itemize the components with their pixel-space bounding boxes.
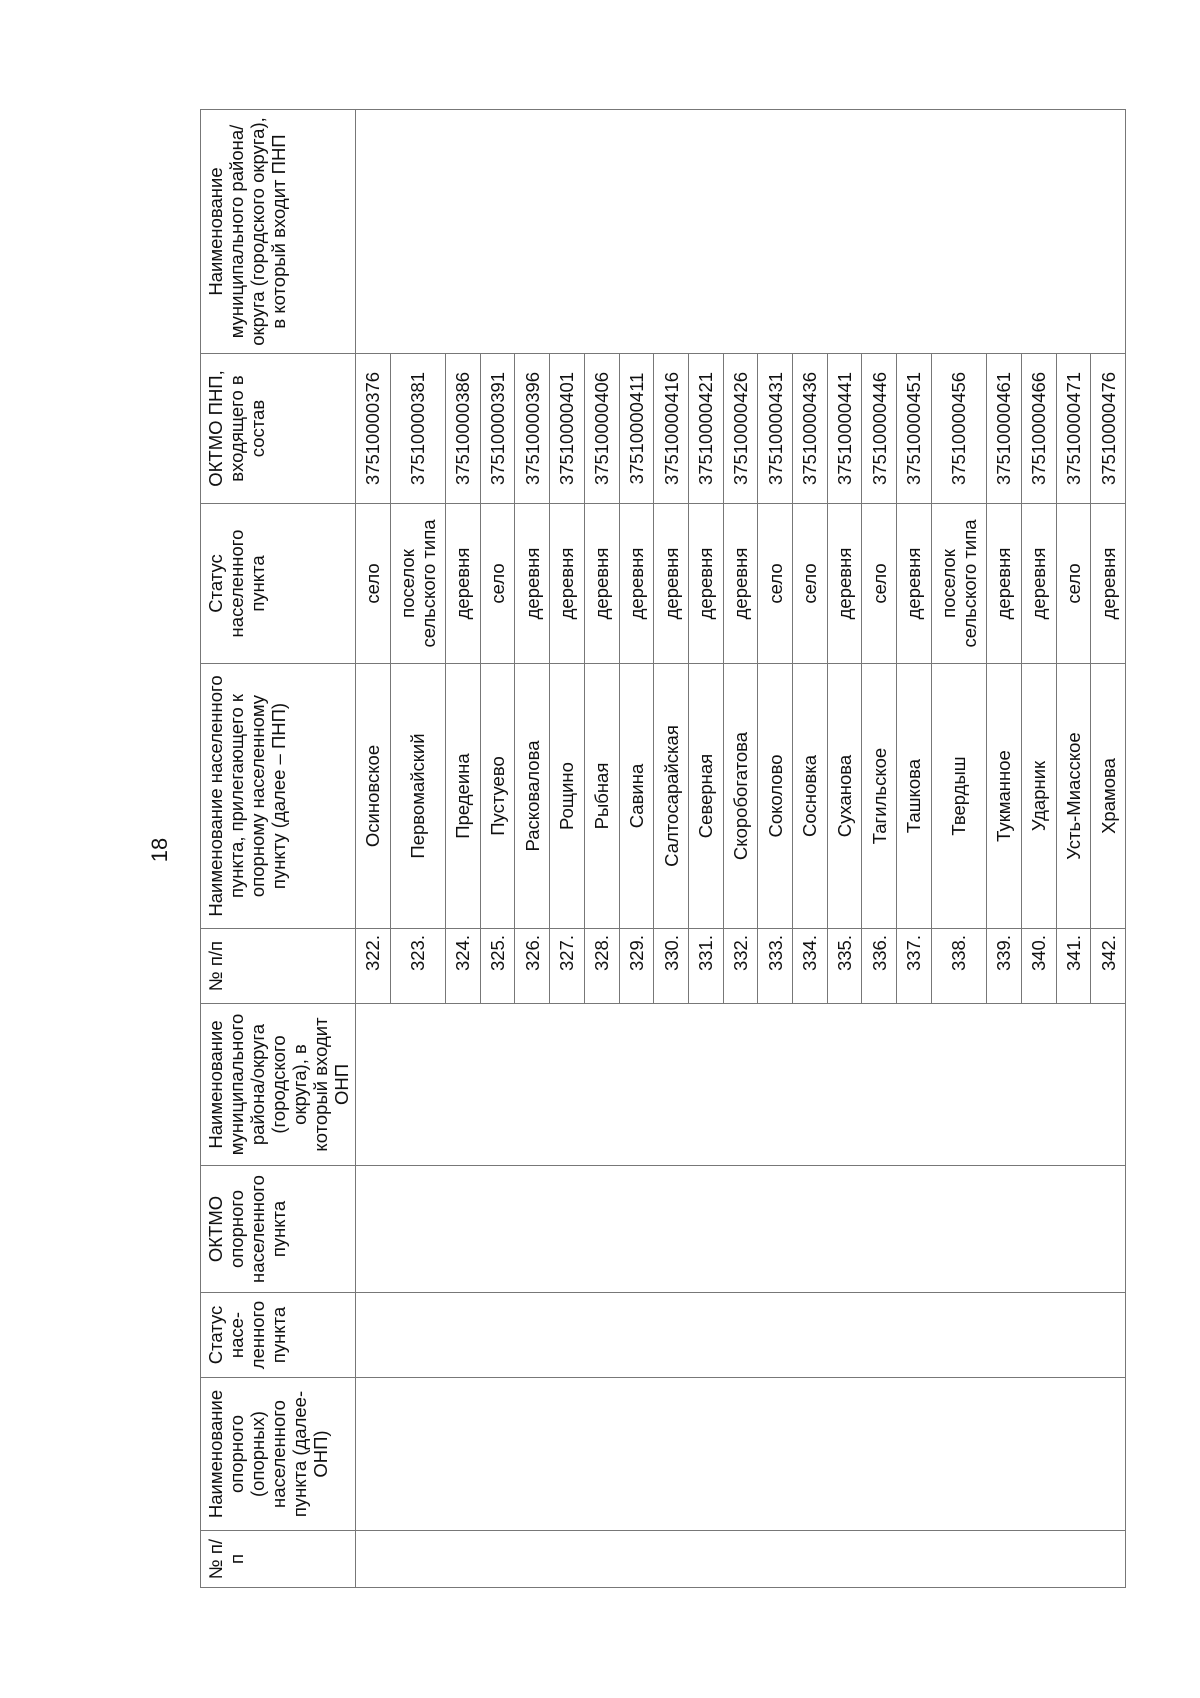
pnp-oktmo-cell: 37510000391 (480, 354, 515, 504)
onp-num-cell (897, 1531, 932, 1588)
onp-oktmo-cell (619, 1166, 654, 1293)
onp-status-cell (515, 1293, 550, 1378)
pnp-name-cell: Салтосарайская (654, 664, 689, 929)
pnp-num-cell: 338. (931, 929, 986, 1004)
onp-status-cell (550, 1293, 585, 1378)
onp-district-cell (931, 1004, 986, 1166)
pnp-name-cell: Предеина (446, 664, 481, 929)
header-pnp-num: № п/п (201, 929, 356, 1004)
onp-district-cell (1056, 1004, 1091, 1166)
pnp-name-cell: Тагильское (862, 664, 897, 929)
onp-district-cell (515, 1004, 550, 1166)
header-pnp-name: Наименование населенного пункта, прилегающего к опорному населенному пункту (далее – ПНП) (201, 664, 356, 929)
onp-district-cell (584, 1004, 619, 1166)
onp-name-cell (862, 1378, 897, 1531)
table-row (446, 110, 481, 1588)
pnp-name-cell: Сосновка (793, 664, 828, 929)
pnp-district-cell (827, 110, 862, 354)
pnp-oktmo-cell: 37510000406 (584, 354, 619, 504)
pnp-district-cell (515, 110, 550, 354)
table-row (515, 110, 550, 1588)
onp-oktmo-cell (862, 1166, 897, 1293)
table-row (480, 110, 515, 1588)
table-row (584, 110, 619, 1588)
onp-district-cell (1021, 1004, 1056, 1166)
pnp-oktmo-cell: 37510000426 (723, 354, 758, 504)
pnp-name-cell: Скоробогатова (723, 664, 758, 929)
onp-name-cell (480, 1378, 515, 1531)
onp-name-cell (688, 1378, 723, 1531)
onp-status-cell (584, 1293, 619, 1378)
pnp-district-cell (584, 110, 619, 354)
pnp-district-cell (1021, 110, 1056, 354)
pnp-oktmo-cell: 37510000476 (1091, 354, 1126, 504)
pnp-status-cell: поселок сельского типа (931, 504, 986, 664)
onp-status-cell (827, 1293, 862, 1378)
pnp-name-cell: Твердыш (931, 664, 986, 929)
onp-num-cell (1056, 1531, 1091, 1588)
onp-oktmo-cell (987, 1166, 1022, 1293)
pnp-district-cell (446, 110, 481, 354)
pnp-status-cell: деревня (619, 504, 654, 664)
onp-district-cell (390, 1004, 445, 1166)
onp-oktmo-cell (480, 1166, 515, 1293)
pnp-district-cell (862, 110, 897, 354)
pnp-num-cell: 322. (356, 929, 391, 1004)
pnp-status-cell: деревня (1021, 504, 1056, 664)
table-row (987, 110, 1022, 1588)
table-row (723, 110, 758, 1588)
header-pnp-district: Наименование муниципального района/округа (городского округа), в который входит ПНП (201, 110, 356, 354)
pnp-oktmo-cell: 37510000401 (550, 354, 585, 504)
pnp-status-cell: село (1056, 504, 1091, 664)
pnp-name-cell: Храмова (1091, 664, 1126, 929)
pnp-num-cell: 331. (688, 929, 723, 1004)
settlements-table (200, 109, 1126, 1588)
onp-oktmo-cell (390, 1166, 445, 1293)
pnp-num-cell: 341. (1056, 929, 1091, 1004)
onp-status-cell (897, 1293, 932, 1378)
onp-name-cell (356, 1378, 391, 1531)
pnp-district-cell (793, 110, 828, 354)
pnp-num-cell: 340. (1021, 929, 1056, 1004)
pnp-oktmo-cell: 37510000436 (793, 354, 828, 504)
pnp-name-cell: Ташкова (897, 664, 932, 929)
pnp-num-cell: 339. (987, 929, 1022, 1004)
pnp-name-cell: Пустуево (480, 664, 515, 929)
onp-status-cell (987, 1293, 1022, 1378)
onp-oktmo-cell (723, 1166, 758, 1293)
onp-status-cell (1021, 1293, 1056, 1378)
table-row (688, 110, 723, 1588)
onp-district-cell (758, 1004, 793, 1166)
onp-num-cell (446, 1531, 481, 1588)
pnp-oktmo-cell: 37510000421 (688, 354, 723, 504)
pnp-num-cell: 326. (515, 929, 550, 1004)
onp-district-cell (654, 1004, 689, 1166)
pnp-name-cell: Соколово (758, 664, 793, 929)
onp-name-cell (793, 1378, 828, 1531)
pnp-status-cell: село (356, 504, 391, 664)
pnp-num-cell: 336. (862, 929, 897, 1004)
pnp-oktmo-cell: 37510000461 (987, 354, 1022, 504)
pnp-oktmo-cell: 37510000411 (619, 354, 654, 504)
pnp-oktmo-cell: 37510000386 (446, 354, 481, 504)
onp-name-cell (619, 1378, 654, 1531)
pnp-status-cell: деревня (723, 504, 758, 664)
onp-num-cell (654, 1531, 689, 1588)
pnp-district-cell (758, 110, 793, 354)
header-onp-name: Наименование опорного (опорных) населенного пункта (далее-ОНП) (201, 1378, 356, 1531)
onp-name-cell (931, 1378, 986, 1531)
pnp-name-cell: Рыбная (584, 664, 619, 929)
pnp-status-cell: село (862, 504, 897, 664)
onp-oktmo-cell (356, 1166, 391, 1293)
onp-name-cell (1021, 1378, 1056, 1531)
onp-num-cell (480, 1531, 515, 1588)
table-row (356, 110, 391, 1588)
onp-name-cell (584, 1378, 619, 1531)
table-row (1021, 110, 1056, 1588)
pnp-num-cell: 330. (654, 929, 689, 1004)
onp-status-cell (1056, 1293, 1091, 1378)
pnp-district-cell (723, 110, 758, 354)
pnp-oktmo-cell: 37510000456 (931, 354, 986, 504)
pnp-num-cell: 334. (793, 929, 828, 1004)
onp-num-cell (356, 1531, 391, 1588)
pnp-num-cell: 323. (390, 929, 445, 1004)
onp-district-cell (446, 1004, 481, 1166)
onp-num-cell (1091, 1531, 1126, 1588)
pnp-name-cell: Усть-Миасское (1056, 664, 1091, 929)
onp-num-cell (723, 1531, 758, 1588)
pnp-num-cell: 329. (619, 929, 654, 1004)
pnp-district-cell (1056, 110, 1091, 354)
header-onp-status: Статус насе-ленного пункта (201, 1293, 356, 1378)
pnp-district-cell (356, 110, 391, 354)
onp-status-cell (688, 1293, 723, 1378)
onp-district-cell (480, 1004, 515, 1166)
pnp-num-cell: 324. (446, 929, 481, 1004)
onp-district-cell (356, 1004, 391, 1166)
onp-status-cell (758, 1293, 793, 1378)
pnp-name-cell: Рощино (550, 664, 585, 929)
onp-status-cell (446, 1293, 481, 1378)
onp-district-cell (723, 1004, 758, 1166)
onp-status-cell (619, 1293, 654, 1378)
onp-oktmo-cell (550, 1166, 585, 1293)
header-onp-num: № п/п (201, 1531, 356, 1588)
onp-district-cell (862, 1004, 897, 1166)
onp-num-cell (827, 1531, 862, 1588)
pnp-district-cell (987, 110, 1022, 354)
table-row (1091, 110, 1126, 1588)
table-row (931, 110, 986, 1588)
onp-num-cell (987, 1531, 1022, 1588)
pnp-status-cell: село (480, 504, 515, 664)
onp-num-cell (688, 1531, 723, 1588)
onp-oktmo-cell (1021, 1166, 1056, 1293)
pnp-oktmo-cell: 37510000451 (897, 354, 932, 504)
pnp-num-cell: 325. (480, 929, 515, 1004)
pnp-status-cell: деревня (550, 504, 585, 664)
pnp-district-cell (1091, 110, 1126, 354)
pnp-num-cell: 328. (584, 929, 619, 1004)
pnp-name-cell: Расковалова (515, 664, 550, 929)
pnp-status-cell: деревня (827, 504, 862, 664)
header-pnp-oktmo: ОКТМО ПНП, входящего в состав (201, 354, 356, 504)
pnp-name-cell: Суханова (827, 664, 862, 929)
header-onp-oktmo: ОКТМО опорного населенного пункта (201, 1166, 356, 1293)
onp-oktmo-cell (1091, 1166, 1126, 1293)
pnp-district-cell (619, 110, 654, 354)
pnp-oktmo-cell: 37510000431 (758, 354, 793, 504)
table-row (897, 110, 932, 1588)
onp-num-cell (390, 1531, 445, 1588)
onp-name-cell (987, 1378, 1022, 1531)
table-row (390, 110, 445, 1588)
onp-status-cell (793, 1293, 828, 1378)
onp-oktmo-cell (446, 1166, 481, 1293)
pnp-name-cell: Ударник (1021, 664, 1056, 929)
pnp-oktmo-cell: 37510000441 (827, 354, 862, 504)
onp-district-cell (827, 1004, 862, 1166)
onp-oktmo-cell (931, 1166, 986, 1293)
onp-status-cell (480, 1293, 515, 1378)
pnp-num-cell: 335. (827, 929, 862, 1004)
header-row (201, 110, 356, 1588)
onp-district-cell (793, 1004, 828, 1166)
onp-num-cell (931, 1531, 986, 1588)
onp-status-cell (654, 1293, 689, 1378)
onp-status-cell (390, 1293, 445, 1378)
page-number: 18 (147, 837, 172, 863)
onp-district-cell (550, 1004, 585, 1166)
onp-num-cell (1021, 1531, 1056, 1588)
pnp-district-cell (480, 110, 515, 354)
pnp-district-cell (897, 110, 932, 354)
onp-name-cell (515, 1378, 550, 1531)
onp-oktmo-cell (827, 1166, 862, 1293)
header-onp-district: Наименование муниципального района/округа (городского округа), в который входит ОНП (201, 1004, 356, 1166)
pnp-oktmo-cell: 37510000381 (390, 354, 445, 504)
onp-name-cell (827, 1378, 862, 1531)
onp-oktmo-cell (1056, 1166, 1091, 1293)
pnp-num-cell: 337. (897, 929, 932, 1004)
pnp-num-cell: 332. (723, 929, 758, 1004)
pnp-name-cell: Тукманное (987, 664, 1022, 929)
onp-name-cell (446, 1378, 481, 1531)
onp-status-cell (356, 1293, 391, 1378)
pnp-district-cell (390, 110, 445, 354)
pnp-oktmo-cell: 37510000416 (654, 354, 689, 504)
onp-district-cell (619, 1004, 654, 1166)
pnp-status-cell: деревня (515, 504, 550, 664)
pnp-status-cell: деревня (688, 504, 723, 664)
pnp-num-cell: 333. (758, 929, 793, 1004)
pnp-num-cell: 342. (1091, 929, 1126, 1004)
onp-num-cell (550, 1531, 585, 1588)
onp-name-cell (654, 1378, 689, 1531)
pnp-name-cell: Северная (688, 664, 723, 929)
onp-oktmo-cell (758, 1166, 793, 1293)
pnp-status-cell: село (793, 504, 828, 664)
table-row (619, 110, 654, 1588)
pnp-district-cell (931, 110, 986, 354)
onp-status-cell (862, 1293, 897, 1378)
table-row (550, 110, 585, 1588)
onp-num-cell (619, 1531, 654, 1588)
pnp-oktmo-cell: 37510000376 (356, 354, 391, 504)
table-row (758, 110, 793, 1588)
onp-status-cell (723, 1293, 758, 1378)
onp-oktmo-cell (654, 1166, 689, 1293)
onp-name-cell (390, 1378, 445, 1531)
pnp-status-cell: деревня (897, 504, 932, 664)
onp-oktmo-cell (584, 1166, 619, 1293)
onp-name-cell (1056, 1378, 1091, 1531)
onp-num-cell (515, 1531, 550, 1588)
table-row (1056, 110, 1091, 1588)
pnp-district-cell (688, 110, 723, 354)
table-row (654, 110, 689, 1588)
pnp-status-cell: деревня (1091, 504, 1126, 664)
pnp-status-cell: деревня (987, 504, 1022, 664)
pnp-name-cell: Осиновское (356, 664, 391, 929)
onp-status-cell (931, 1293, 986, 1378)
onp-oktmo-cell (793, 1166, 828, 1293)
onp-num-cell (862, 1531, 897, 1588)
onp-oktmo-cell (897, 1166, 932, 1293)
onp-district-cell (688, 1004, 723, 1166)
pnp-name-cell: Савина (619, 664, 654, 929)
table-row (793, 110, 828, 1588)
onp-oktmo-cell (515, 1166, 550, 1293)
pnp-name-cell: Первомайский (390, 664, 445, 929)
pnp-num-cell: 327. (550, 929, 585, 1004)
onp-num-cell (584, 1531, 619, 1588)
onp-name-cell (1091, 1378, 1126, 1531)
pnp-oktmo-cell: 37510000396 (515, 354, 550, 504)
pnp-status-cell: деревня (584, 504, 619, 664)
onp-district-cell (1091, 1004, 1126, 1166)
onp-num-cell (758, 1531, 793, 1588)
onp-name-cell (550, 1378, 585, 1531)
table-row (862, 110, 897, 1588)
onp-num-cell (793, 1531, 828, 1588)
onp-oktmo-cell (688, 1166, 723, 1293)
pnp-status-cell: деревня (654, 504, 689, 664)
pnp-oktmo-cell: 37510000446 (862, 354, 897, 504)
pnp-oktmo-cell: 37510000471 (1056, 354, 1091, 504)
pnp-district-cell (550, 110, 585, 354)
onp-district-cell (897, 1004, 932, 1166)
pnp-status-cell: село (758, 504, 793, 664)
pnp-status-cell: деревня (446, 504, 481, 664)
table-row (827, 110, 862, 1588)
pnp-oktmo-cell: 37510000466 (1021, 354, 1056, 504)
pnp-status-cell: поселок сельского типа (390, 504, 445, 664)
onp-district-cell (987, 1004, 1022, 1166)
onp-status-cell (1091, 1293, 1126, 1378)
pnp-district-cell (654, 110, 689, 354)
onp-name-cell (897, 1378, 932, 1531)
onp-name-cell (758, 1378, 793, 1531)
rotated-table-container (200, 110, 1126, 1588)
header-pnp-status: Статус населенного пункта (201, 504, 356, 664)
onp-name-cell (723, 1378, 758, 1531)
